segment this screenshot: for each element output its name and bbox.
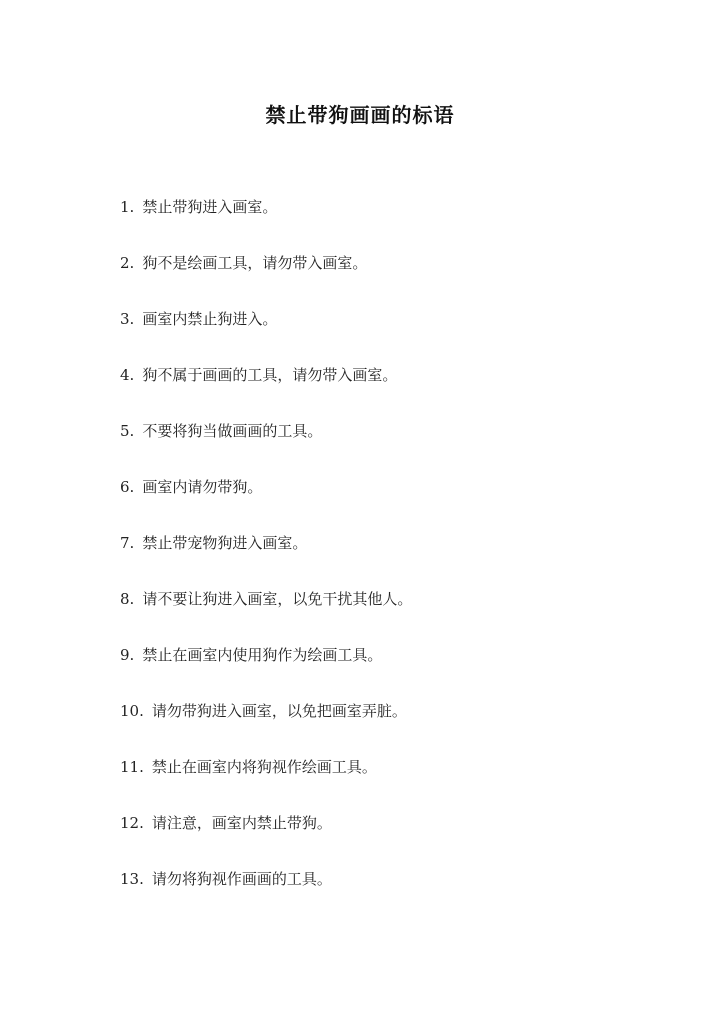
item-number: 6. (120, 478, 135, 496)
list-item (120, 868, 680, 924)
list-item (120, 812, 680, 868)
list-item (120, 700, 680, 756)
item-text: 画室内禁止狗进入。 (142, 310, 278, 328)
item-number: 2. (120, 254, 135, 272)
item-text: 请勿将狗视作画画的工具。 (151, 870, 332, 888)
item-number: 8. (120, 590, 135, 608)
item-number: 4. (120, 366, 135, 384)
item-number: 5. (120, 422, 135, 440)
list-item (120, 644, 680, 700)
item-text: 狗不属于画画的工具，请勿带入画室。 (142, 366, 398, 384)
item-number: 1. (120, 198, 135, 216)
list-item (120, 476, 680, 532)
item-number: 3. (120, 310, 135, 328)
item-number: 10. (120, 702, 144, 720)
list-item (120, 532, 680, 588)
item-text: 请不要让狗进入画室，以免干扰其他人。 (142, 590, 413, 608)
item-number: 13. (120, 870, 144, 888)
item-text: 禁止带狗进入画室。 (142, 198, 278, 216)
item-text: 不要将狗当做画画的工具。 (142, 422, 323, 440)
slogan-list (120, 196, 680, 924)
item-text: 禁止在画室内使用狗作为绘画工具。 (142, 646, 383, 664)
list-item (120, 196, 680, 252)
item-number: 11. (120, 758, 144, 776)
page-title: 禁止带狗画画的标语 (265, 103, 455, 128)
list-item (120, 308, 680, 364)
list-item (120, 588, 680, 644)
list-item (120, 756, 680, 812)
item-text: 禁止带宠物狗进入画室。 (142, 534, 308, 552)
item-text: 请注意，画室内禁止带狗。 (151, 814, 332, 832)
item-text: 请勿带狗进入画室，以免把画室弄脏。 (151, 702, 407, 720)
list-item (120, 252, 680, 308)
item-text: 狗不是绘画工具，请勿带入画室。 (142, 254, 368, 272)
item-text: 画室内请勿带狗。 (142, 478, 263, 496)
item-number: 12. (120, 814, 144, 832)
list-item (120, 364, 680, 420)
item-number: 9. (120, 646, 135, 664)
item-number: 7. (120, 534, 135, 552)
list-item (120, 420, 680, 476)
item-text: 禁止在画室内将狗视作绘画工具。 (151, 758, 377, 776)
